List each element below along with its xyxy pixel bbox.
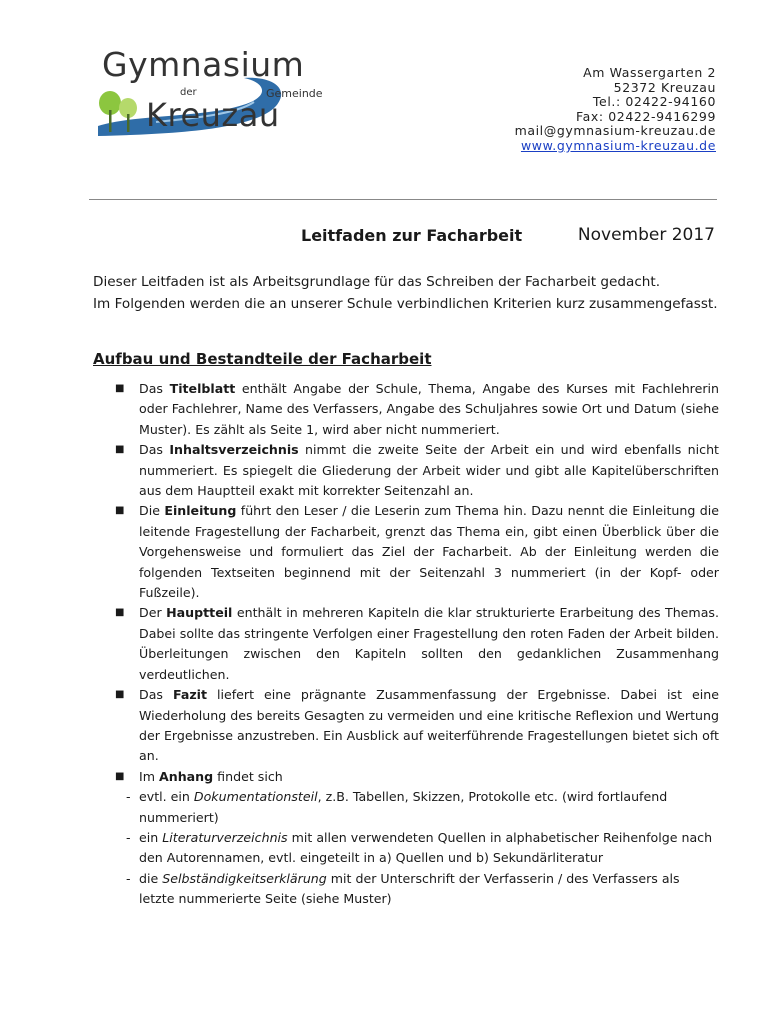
term-titelblatt: Titelblatt <box>169 381 236 396</box>
term-fazit: Fazit <box>172 687 207 703</box>
term-anhang: Anhang <box>159 768 214 784</box>
document-date: November 2017 <box>577 225 715 245</box>
address-fax: Fax: 02422-9416299 <box>575 108 716 124</box>
term-inhaltsverzeichnis: Inhaltsverzeichnis <box>169 442 299 458</box>
list-item: ■ Das Inhaltsverzeichnis nimmt die zweite Seite der Arbeit ein und wird ebenfalls nicht nummeriert. Es spiegelt die Gliederung der Arbeit wider und gibt alle Kapitelüberschriften aus dem Hauptteil exakt mit korrekter Seitenzahl an. <box>115 442 719 499</box>
website-link[interactable]: www.gymnasium-kreuzau.de <box>520 137 716 153</box>
bullet-icon: ■ <box>115 383 125 394</box>
term-einleitung: Einleitung <box>164 503 237 519</box>
intro-line: Im Folgenden werden die an unserer Schule verbindlichen Kriterien kurz zusammengefasst. <box>93 295 718 312</box>
bullet-icon: ■ <box>115 770 125 782</box>
term-selbstaendigkeitserklaerung: Selbständigkeitserklärung <box>162 870 327 886</box>
dash-icon: - <box>126 789 131 805</box>
logo-der: der <box>180 87 197 98</box>
list-item: ■ Die Einleitung führt den Leser / die Leserin zum Thema hin. Dazu nennt die Einleitung die leitende Fragestellung der Facharbeit, grenzt das Thema ein, gibt einen Überblick über die Vorgehensweise und formuliert das Ziel der Facharbeit. Ab der Einleitung werden die folgenden Textseiten beginnend mit der Seitenzahl 3 nummeriert (in der Kopf- oder Fußzeile). <box>115 503 719 601</box>
term-dokumentationsteil: Dokumentationsteil <box>193 789 318 805</box>
sub-list-item: - evtl. ein Dokumentationsteil, z.B. Tabellen, Skizzen, Protokolle etc. (wird fortlaufend nummeriert) <box>126 789 668 825</box>
intro-line: Dieser Leitfaden ist als Arbeitsgrundlage für das Schreiben der Facharbeit gedacht. <box>93 274 661 290</box>
dash-icon: - <box>126 870 131 886</box>
list-item: ■ Im Anhang findet sich <box>115 767 719 787</box>
logo-title: Gymnasium <box>102 45 305 84</box>
address-mail: mail@gymnasium-kreuzau.de <box>514 123 716 139</box>
logo-gemeinde: Gemeinde <box>266 87 323 100</box>
bullet-icon: ■ <box>115 505 125 517</box>
term-hauptteil: Hauptteil <box>166 605 233 621</box>
term-literaturverzeichnis: Literaturverzeichnis <box>162 829 288 845</box>
address-tel: Tel.: 02422-94160 <box>592 94 716 110</box>
list-item: ■ Das Titelblatt enthält Angabe der Schule, Thema, Angabe des Kurses mit Fachlehrerin oder Fachlehrer, Name des Verfassers, Angabe des Schuljahres sowie Ort und Datum (siehe Muster). Es zählt als Seite 1, wird aber nicht nummeriert. <box>115 381 719 437</box>
document-title: Leitfaden zur Facharbeit <box>301 226 523 245</box>
intro-paragraph <box>93 272 721 315</box>
components-list <box>115 379 719 910</box>
sub-list-item: - die Selbständigkeitserklärung mit der Unterschrift der Verfasserin / des Verfassers als letzte nummerierte Seite (siehe Muster) <box>126 870 680 907</box>
list-item: ■ Der Hauptteil enthält in mehreren Kapiteln die klar strukturierte Erarbeitung des Themas. Dabei sollte das stringente Verfolgen einer Fragestellung den roten Faden der Arbeit bilden. Überleitungen zwischen den Kapiteln sollten den gedanklichen Zusammenhang verdeutlichen. <box>115 605 719 682</box>
bullet-icon: ■ <box>115 607 125 619</box>
logo-kreuzau: Kreuzau <box>146 96 280 134</box>
dash-icon: - <box>126 829 131 845</box>
header-divider <box>89 199 717 200</box>
list-item: ■ Das Fazit liefert eine prägnante Zusammenfassung der Ergebnisse. Dabei ist eine Wiederholung des bereits Gesagten zu vermeiden und eine kritische Reflexion und Wertung der Ergebnisse anzustreben. Ein Ausblick auf weiterführende Fragestellungen bietet sich oft an. <box>115 687 719 764</box>
address-street: Am Wassergarten 2 <box>583 65 716 80</box>
sub-list-item: - ein Literaturverzeichnis mit allen verwendeten Quellen in alphabetischer Reihenfolge nach den Autorennamen, evtl. eingeteilt in a) Quellen und b) Sekundärliteratur <box>126 829 713 866</box>
bullet-icon: ■ <box>115 689 125 701</box>
school-logo <box>96 45 323 136</box>
section-heading: Aufbau und Bestandteile der Facharbeit <box>93 350 432 368</box>
address-city: 52372 Kreuzau <box>613 79 716 95</box>
bullet-icon: ■ <box>115 444 125 456</box>
address-block <box>515 66 716 154</box>
